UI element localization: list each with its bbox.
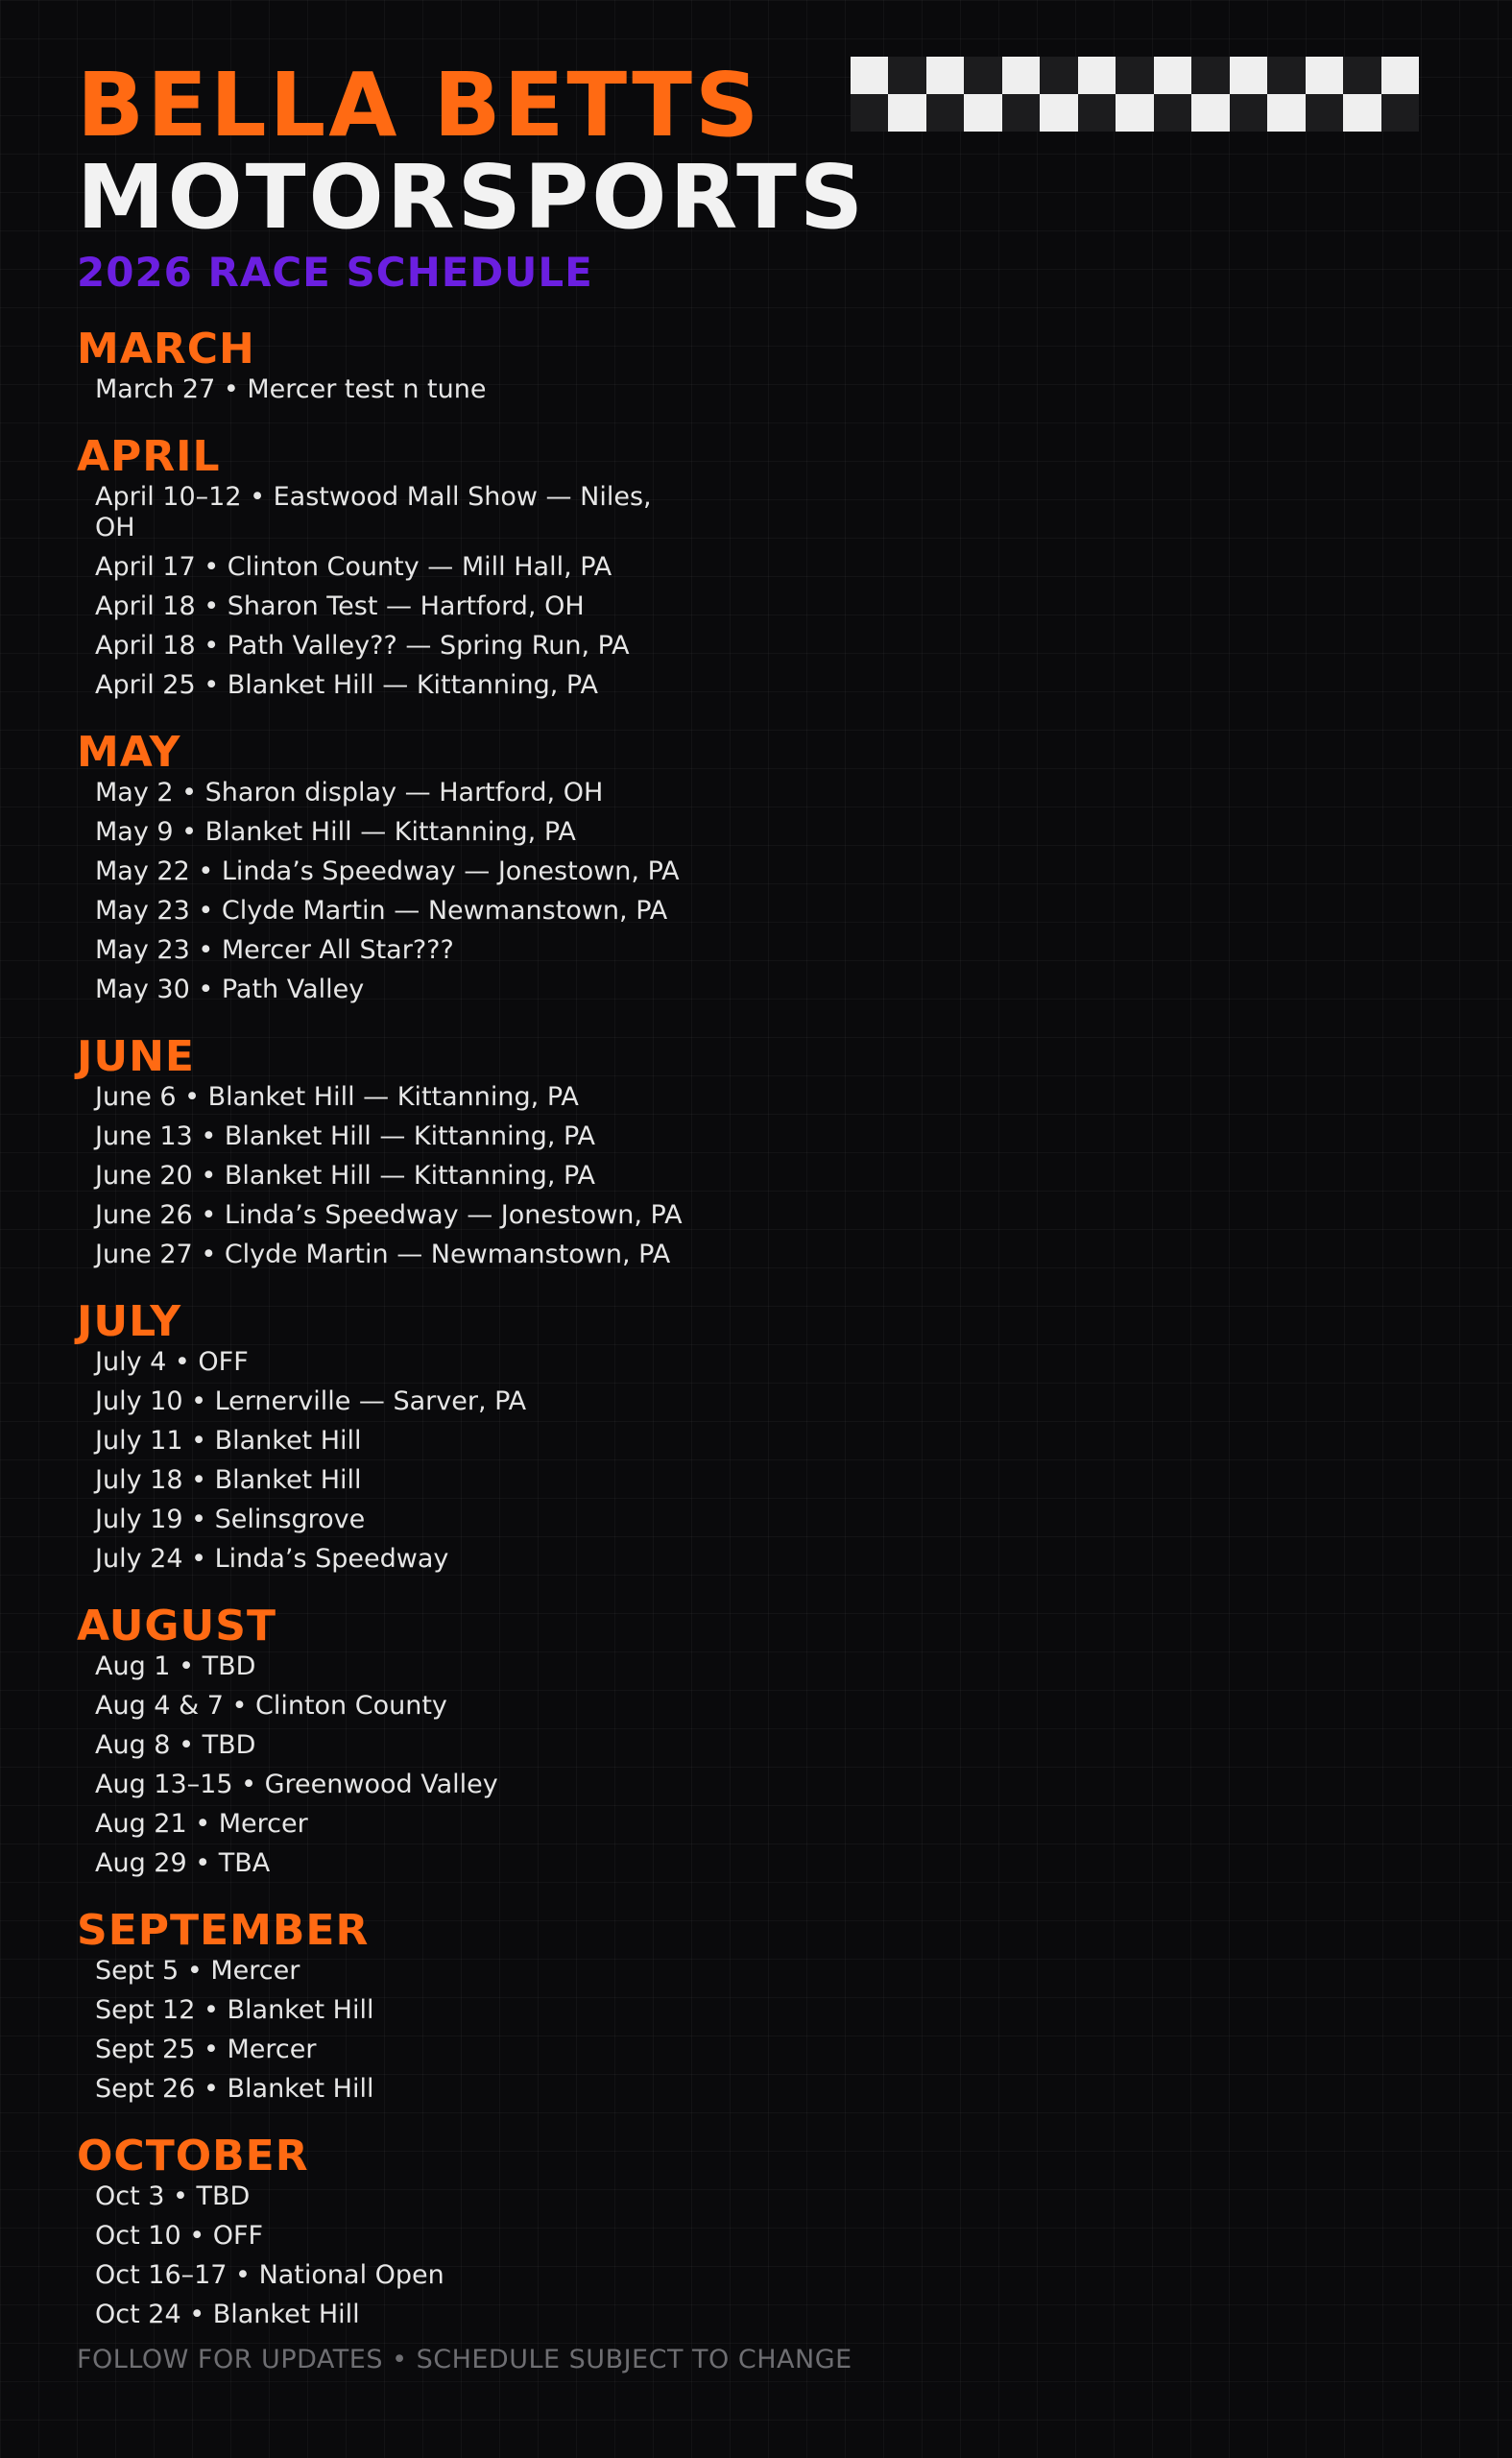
flag-square	[1381, 57, 1419, 94]
event-list	[77, 374, 730, 405]
event-item: April 17 • Clinton County — Mill Hall, PA	[95, 552, 612, 582]
event-list	[77, 2181, 730, 2330]
flag-square	[1154, 57, 1191, 94]
event-list	[77, 482, 730, 701]
month-heading: MAY	[77, 728, 181, 777]
checkered-flag-icon	[851, 57, 1419, 132]
flag-square	[1267, 57, 1305, 94]
event-item: April 18 • Sharon Test — Hartford, OH	[95, 591, 585, 621]
month-section-july	[77, 1297, 730, 1575]
event-item: May 2 • Sharon display — Hartford, OH	[95, 778, 604, 807]
event-item: April 18 • Path Valley?? — Spring Run, PA	[95, 631, 630, 661]
flag-square	[964, 57, 1001, 94]
flag-square	[926, 57, 964, 94]
event-item: July 11 • Blanket Hill	[95, 1426, 362, 1456]
flag-square	[1002, 94, 1040, 132]
event-item: July 19 • Selinsgrove	[95, 1505, 366, 1534]
event-item: Sept 12 • Blanket Hill	[95, 1995, 374, 2025]
event-item: Aug 8 • TBD	[95, 1730, 256, 1760]
event-item: June 20 • Blanket Hill — Kittanning, PA	[95, 1161, 596, 1191]
flag-square	[1343, 57, 1380, 94]
month-section-march	[77, 325, 730, 405]
month-heading: OCTOBER	[77, 2132, 309, 2181]
flag-square	[1230, 57, 1267, 94]
event-list	[77, 1956, 730, 2105]
event-item: June 6 • Blanket Hill — Kittanning, PA	[95, 1082, 579, 1112]
month-heading: JULY	[77, 1297, 182, 1346]
event-item: Oct 24 • Blanket Hill	[95, 2300, 360, 2329]
flag-square	[851, 94, 888, 132]
event-item: Aug 13–15 • Greenwood Valley	[95, 1770, 498, 1799]
event-item: Aug 21 • Mercer	[95, 1809, 308, 1839]
event-item: July 10 • Lernerville — Sarver, PA	[95, 1386, 527, 1416]
flag-square	[1078, 94, 1116, 132]
flag-square	[1381, 94, 1419, 132]
month-heading: JUNE	[77, 1032, 195, 1081]
month-heading: AUGUST	[77, 1602, 276, 1651]
flag-square	[851, 57, 888, 94]
event-item: April 10–12 • Eastwood Mall Show — Niles, OH	[95, 482, 652, 542]
flag-square	[1078, 57, 1116, 94]
month-section-october	[77, 2132, 730, 2330]
flag-square	[1306, 57, 1343, 94]
flag-square	[1002, 57, 1040, 94]
event-item: May 9 • Blanket Hill — Kittanning, PA	[95, 817, 576, 847]
event-item: Sept 26 • Blanket Hill	[95, 2074, 374, 2104]
event-item: June 26 • Linda’s Speedway — Jonestown, PA	[95, 1200, 683, 1230]
flag-square	[1191, 57, 1229, 94]
flag-square	[888, 94, 925, 132]
event-item: June 13 • Blanket Hill — Kittanning, PA	[95, 1121, 596, 1151]
month-section-september	[77, 1906, 730, 2105]
flag-square	[1116, 94, 1153, 132]
flag-square	[1191, 94, 1229, 132]
month-section-august	[77, 1602, 730, 1879]
event-item: Aug 1 • TBD	[95, 1651, 256, 1681]
title-motorsports: MOTORSPORTS	[77, 146, 867, 249]
event-list	[77, 778, 730, 1005]
month-heading: SEPTEMBER	[77, 1906, 370, 1955]
event-item: Oct 10 • OFF	[95, 2221, 264, 2251]
event-item: Aug 4 & 7 • Clinton County	[95, 1691, 447, 1721]
flag-square	[1116, 57, 1153, 94]
event-item: May 23 • Clyde Martin — Newmanstown, PA	[95, 896, 668, 926]
title-bella-betts: BELLA BETTS	[77, 54, 762, 157]
event-item: July 18 • Blanket Hill	[95, 1465, 362, 1495]
header	[77, 54, 867, 300]
flag-square	[926, 94, 964, 132]
flag-square	[1154, 94, 1191, 132]
event-item: Oct 16–17 • National Open	[95, 2260, 444, 2290]
footer-note: FOLLOW FOR UPDATES • SCHEDULE SUBJECT TO CHANGE	[77, 2345, 852, 2374]
flag-square	[1040, 94, 1077, 132]
month-section-april	[77, 432, 730, 701]
flag-square	[964, 94, 1001, 132]
flag-square	[1306, 94, 1343, 132]
flag-square	[888, 57, 925, 94]
event-item: Sept 5 • Mercer	[95, 1956, 300, 1986]
event-item: May 22 • Linda’s Speedway — Jonestown, PA	[95, 856, 680, 886]
schedule-subtitle: 2026 RACE SCHEDULE	[77, 249, 593, 296]
event-item: June 27 • Clyde Martin — Newmanstown, PA	[95, 1240, 671, 1269]
month-section-may	[77, 728, 730, 1005]
event-item: July 24 • Linda’s Speedway	[95, 1544, 449, 1574]
event-item: April 25 • Blanket Hill — Kittanning, PA	[95, 670, 598, 700]
flag-square	[1267, 94, 1305, 132]
event-list	[77, 1082, 730, 1270]
flag-square	[1040, 57, 1077, 94]
flag-square	[1230, 94, 1267, 132]
month-section-june	[77, 1032, 730, 1270]
month-heading: APRIL	[77, 432, 221, 481]
event-list	[77, 1651, 730, 1879]
flag-square	[1343, 94, 1380, 132]
event-item: Oct 3 • TBD	[95, 2181, 251, 2211]
event-item: Sept 25 • Mercer	[95, 2035, 317, 2064]
race-schedule	[77, 325, 730, 2357]
event-item: May 30 • Path Valley	[95, 975, 365, 1004]
event-item: May 23 • Mercer All Star???	[95, 935, 454, 965]
month-heading: MARCH	[77, 325, 255, 374]
event-item: March 27 • Mercer test n tune	[95, 374, 487, 404]
event-item: July 4 • OFF	[95, 1347, 249, 1377]
event-item: Aug 29 • TBA	[95, 1848, 271, 1878]
event-list	[77, 1347, 730, 1575]
